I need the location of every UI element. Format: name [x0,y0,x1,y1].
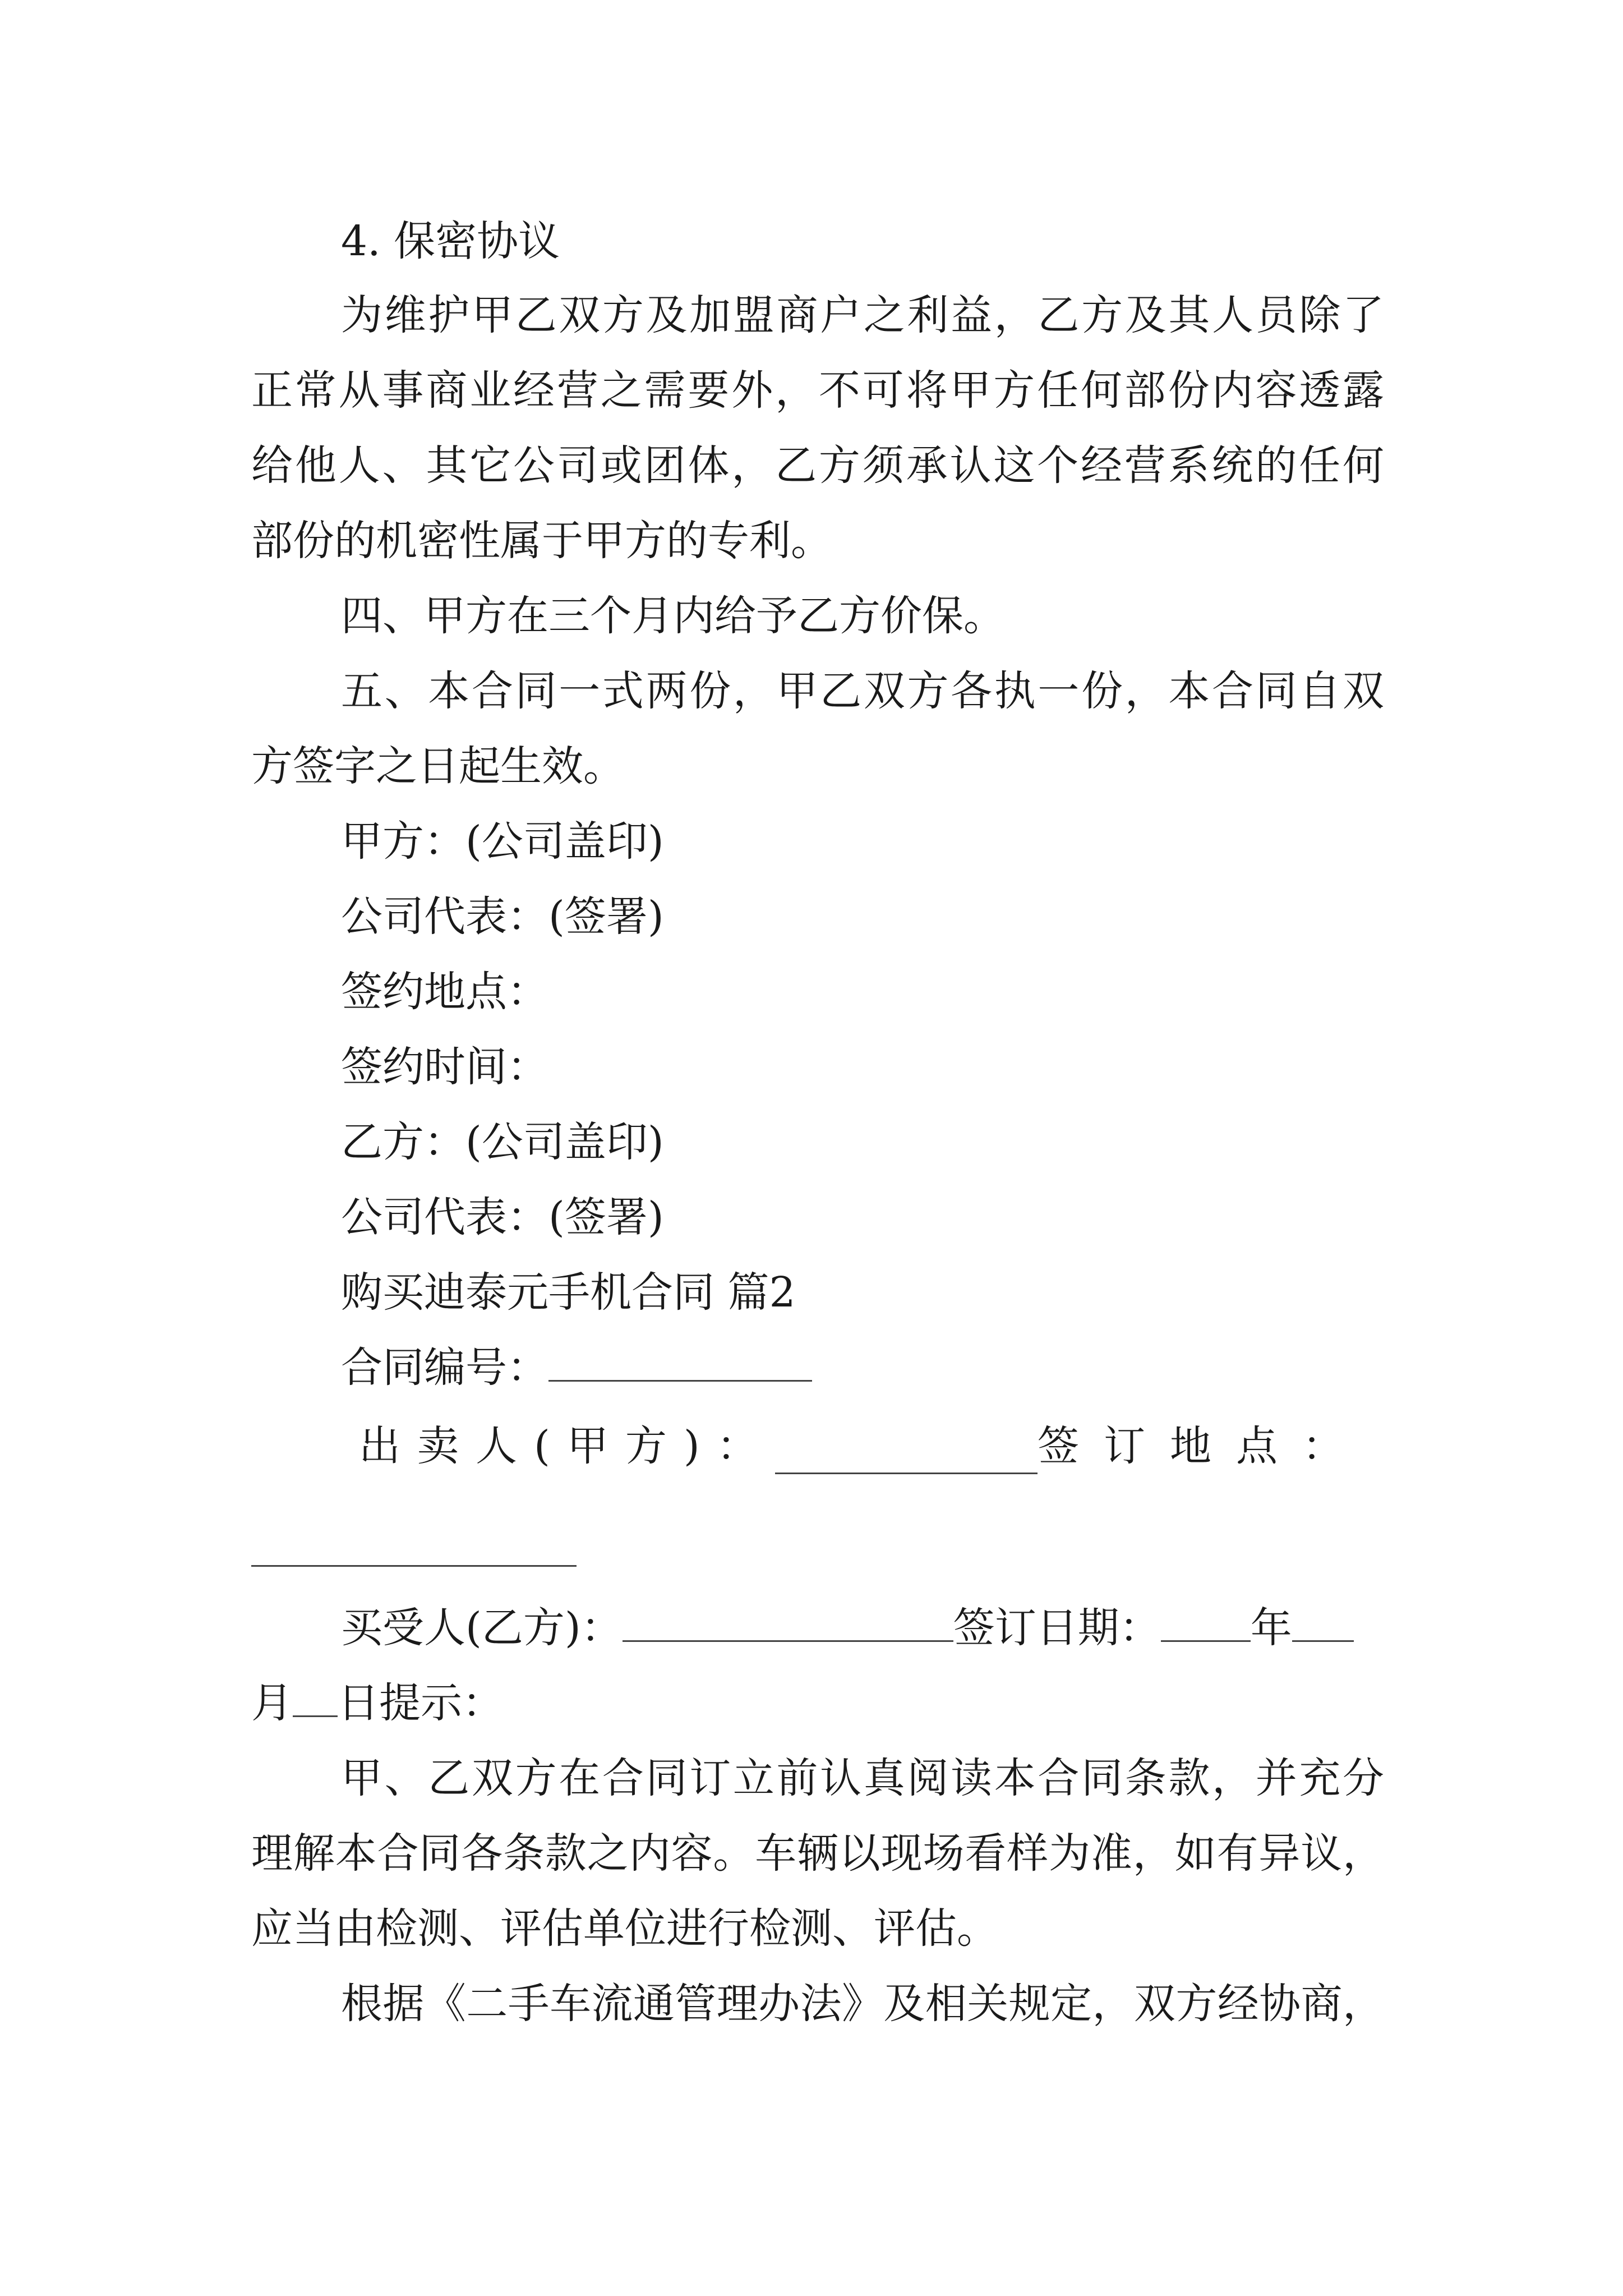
contract-number-blank [548,1343,812,1382]
party-b-line: 乙方：(公司盖印) [341,1118,664,1166]
seller-blank [775,1435,1038,1474]
confidentiality-line-2: 正常从事商业经营之需要外，不可将甲方任何部份内容透露 [251,366,1384,415]
year-blank [1161,1603,1251,1642]
sign-place-label: 签订地点： [1038,1422,1368,1470]
confidentiality-line-1: 为维护甲乙双方及加盟商户之利益，乙方及其人员除了 [341,291,1384,339]
sign-time-line: 签约时间： [341,1043,548,1091]
confidentiality-line-4: 部份的机密性属于甲方的专利。 [251,517,832,565]
notice-line-2: 理解本合同各条款之内容。车辆以现场看样为准，如有异议， [251,1829,1384,1878]
contract-number-label: 合同编号： [341,1343,548,1392]
clause-five-line-1: 五、本合同一式两份，甲乙双方各执一份，本合同自双 [341,667,1384,715]
section-title: 4. 保密协议 [341,217,560,265]
day-blank [293,1678,338,1717]
contract2-title: 购买迪泰元手机合同 篇2 [341,1268,796,1317]
party-a-line: 甲方：(公司盖印) [341,817,664,866]
day-prompt-label: 日提示： [338,1679,504,1727]
buyer-line [341,1600,1384,1656]
basis-line: 根据《二手车流通管理办法》及相关规定，双方经协商， [341,1980,1384,2028]
sign-place-blank [251,1565,577,1567]
contract-number-line [341,1340,1384,1396]
seller-line [359,1418,1368,1474]
notice-line-1: 甲、乙双方在合同订立前认真阅读本合同条款，并充分 [341,1754,1384,1802]
party-a-rep-line: 公司代表：(签署) [341,892,664,941]
notice-line-3: 应当由检测、评估单位进行检测、评估。 [251,1904,998,1953]
month-label: 月 [251,1679,293,1727]
clause-four: 四、甲方在三个月内给予乙方价保。 [341,592,1005,640]
sign-date-label: 签订日期： [953,1604,1161,1652]
month-day-line [251,1675,1384,1731]
clause-five-line-2: 方签字之日起生效。 [251,742,625,790]
seller-label: 出卖人(甲方)： [359,1422,775,1470]
buyer-label: 买受人(乙方)： [341,1604,623,1652]
sign-place-line: 签约地点： [341,968,548,1016]
party-b-rep-line: 公司代表：(签署) [341,1193,664,1241]
year-label: 年 [1250,1604,1292,1652]
month-blank [1292,1603,1354,1642]
confidentiality-line-3: 给他人、其它公司或团体，乙方须承认这个经营系统的任何 [251,441,1384,490]
buyer-blank [623,1603,953,1642]
